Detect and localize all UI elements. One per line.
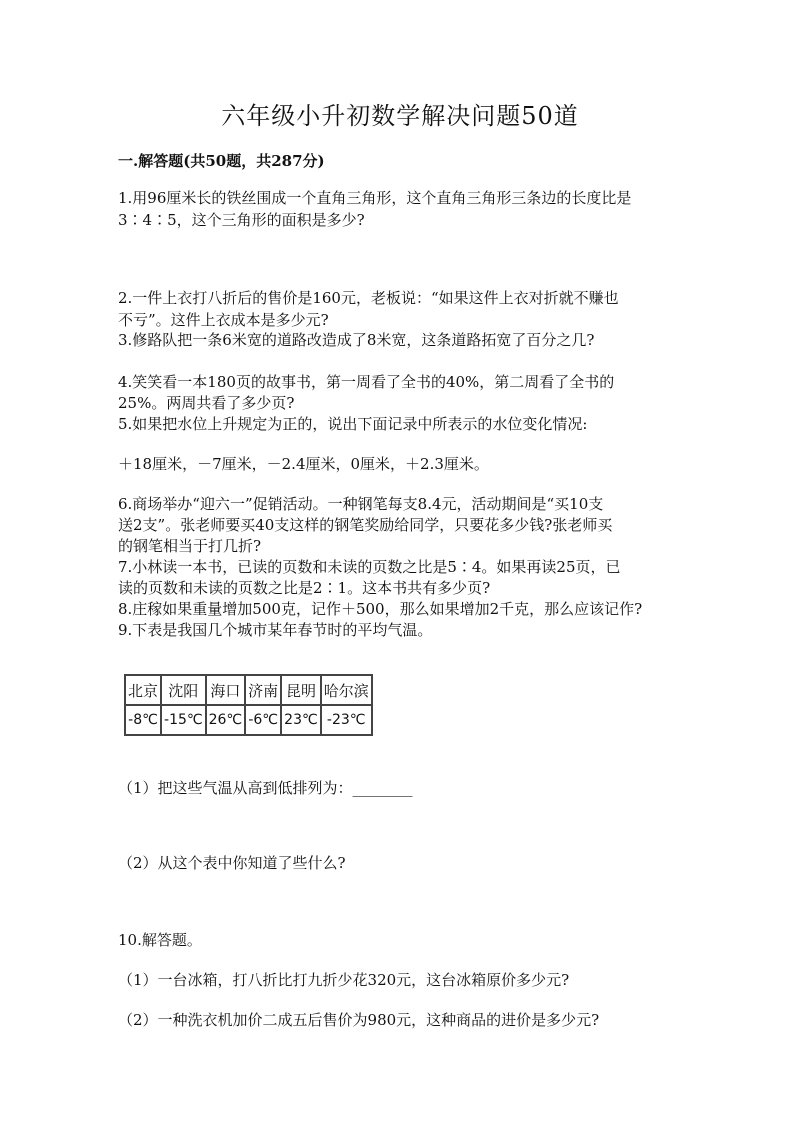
question-2-line-2: 不亏”。这件上衣成本是多少元?: [118, 311, 329, 329]
question-6-line-1: 6.商场举办“迎六一”促销活动。一种钢笔每支8.4元，活动期间是“买10支: [118, 495, 604, 513]
question-4-line-2: 25%。两周共看了多少页?: [118, 394, 295, 412]
city-cell: 北京: [125, 675, 161, 705]
question-3: 3.修路队把一条6米宽的道路改造成了8米宽，这条道路拓宽了百分之几?: [118, 331, 595, 349]
temp-cell: 26℃: [206, 705, 246, 735]
page-title: 六年级小升初数学解决问题50道: [221, 102, 579, 130]
question-5-line-1: 5.如果把水位上升规定为正的，说出下面记录中所表示的水位变化情况:: [118, 415, 588, 433]
temperature-table: [124, 674, 373, 736]
temp-cell: -23℃: [321, 705, 372, 735]
question-6-line-2: 送2支”。张老师要买40支这样的钢笔奖励给同学，只要花多少钱?张老师买: [118, 516, 613, 534]
question-8: 8.庄稼如果重量增加500克，记作＋500，那么如果增加2千克，那么应该记作?: [118, 600, 643, 618]
temp-cell: -8℃: [125, 705, 161, 735]
question-10-sub-1: （1）一台冰箱，打八折比打九折少花320元，这台冰箱原价多少元?: [118, 971, 570, 989]
question-5-line-2: ＋18厘米，－7厘米，－2.4厘米，0厘米，＋2.3厘米。: [118, 455, 489, 473]
city-cell: 沈阳: [161, 675, 206, 705]
question-10: 10.解答题。: [118, 931, 202, 949]
question-7-line-1: 7.小林读一本书，已读的页数和未读的页数之比是5∶4。如果再读25页，已: [118, 558, 621, 576]
question-2-line-1: 2.一件上衣打八折后的售价是160元，老板说：“如果这件上衣对折就不赚也: [118, 289, 619, 307]
city-cell: 济南: [245, 675, 281, 705]
question-7-line-2: 读的页数和未读的页数之比是2∶1。这本书共有多少页?: [118, 579, 491, 597]
section-heading: 一.解答题(共50题，共287分): [118, 152, 325, 170]
city-cell: 哈尔滨: [321, 675, 372, 705]
city-cell: 昆明: [281, 675, 321, 705]
question-10-sub-2: （2）一种洗衣机加价二成五后售价为980元，这种商品的进价是多少元?: [118, 1011, 600, 1029]
temp-cell: 23℃: [281, 705, 321, 735]
question-9-sub-1: （1）把这些气温从高到低排列为：________: [118, 779, 413, 797]
question-1-line-2: 3∶4∶5，这个三角形的面积是多少?: [118, 211, 365, 229]
city-cell: 海口: [206, 675, 246, 705]
question-9-sub-2: （2）从这个表中你知道了些什么?: [118, 854, 346, 872]
question-1-line-1: 1.用96厘米长的铁丝围成一个直角三角形，这个直角三角形三条边的长度比是: [118, 189, 632, 207]
question-4-line-1: 4.笑笑看一本180页的故事书，第一周看了全书的40%，第二周看了全书的: [118, 373, 615, 391]
temp-cell: -15℃: [161, 705, 206, 735]
table-row: [125, 705, 372, 735]
question-9: 9.下表是我国几个城市某年春节时的平均气温。: [118, 621, 433, 639]
table-header-row: [125, 675, 372, 705]
question-6-line-3: 的钢笔相当于打几折?: [118, 537, 262, 555]
temp-cell: -6℃: [245, 705, 281, 735]
